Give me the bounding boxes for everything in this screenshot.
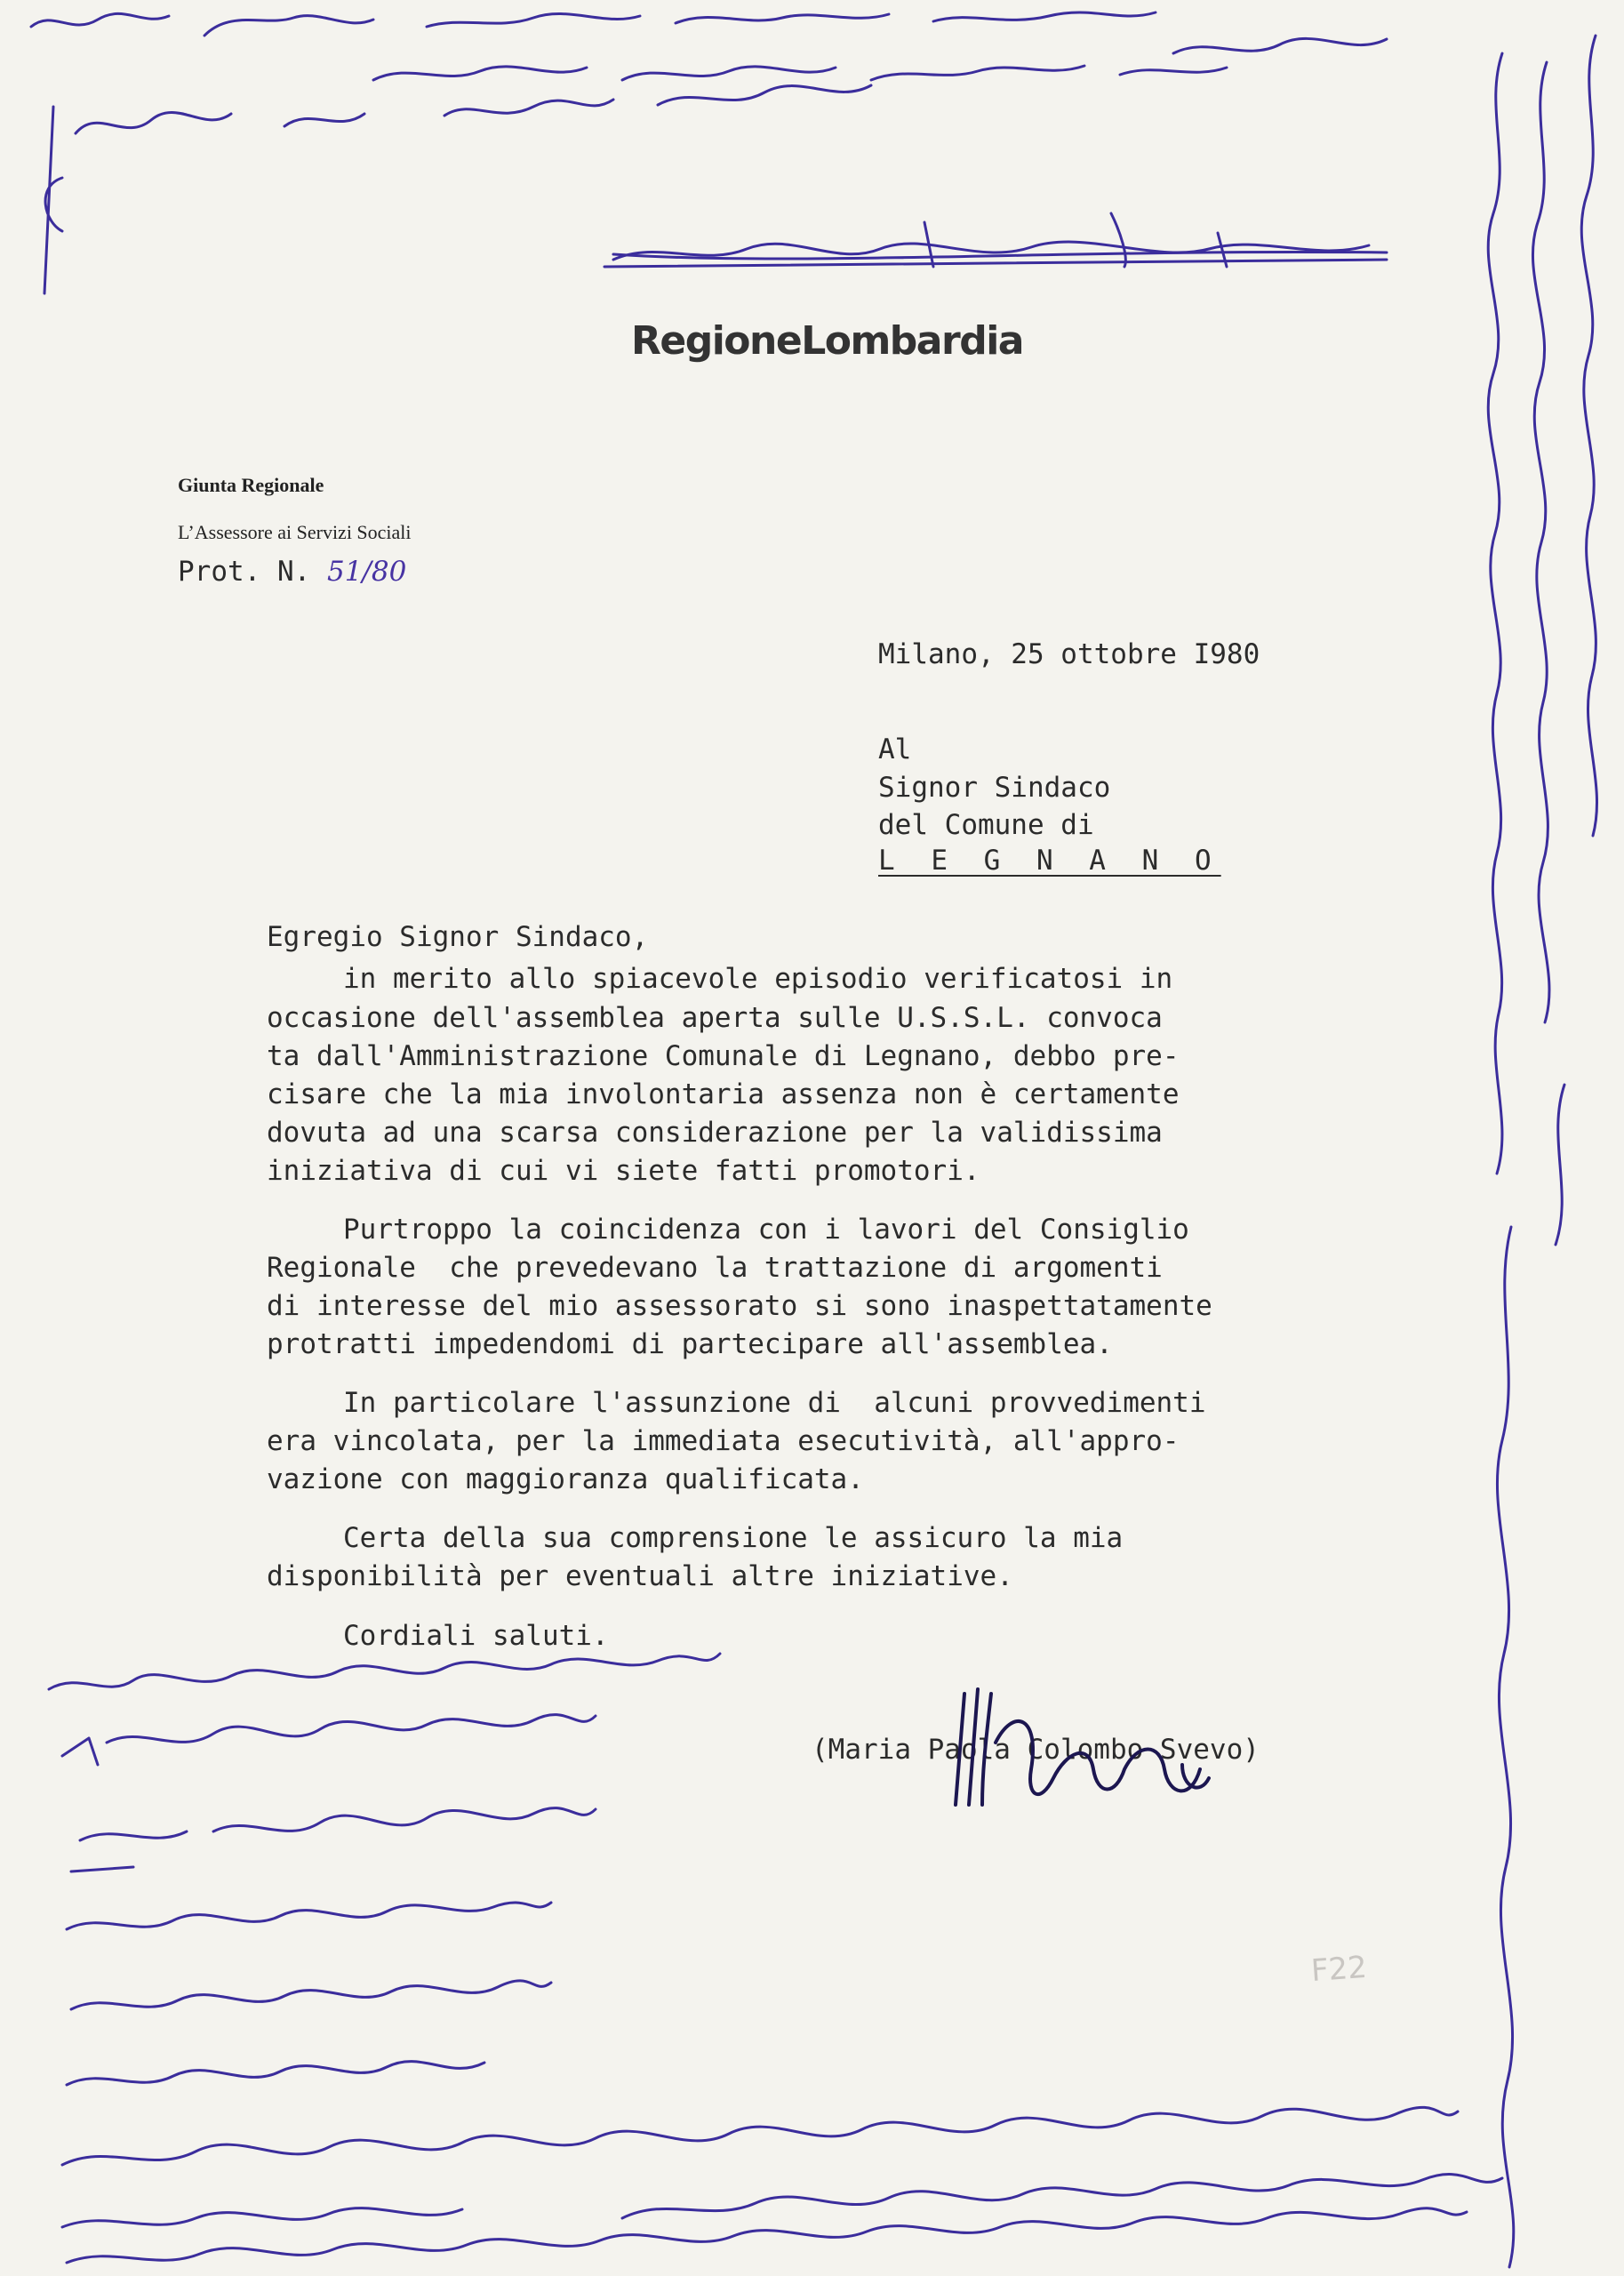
- right-margin-handwriting: [1488, 36, 1596, 2267]
- protocol-label: Prot. N.: [178, 556, 311, 588]
- regione-lombardia-logo: RegioneLombardia: [631, 318, 1023, 364]
- body-line: in merito allo spiacevole episodio verificatosi in: [343, 963, 1173, 995]
- bottom-handwriting: [49, 1654, 1502, 2263]
- recipient-line-3: del Comune di: [878, 809, 1094, 841]
- assessore-label: L’Assessore ai Servizi Sociali: [178, 521, 412, 543]
- body-line: era vincolata, per la immediata esecutività, all'appro-: [267, 1425, 1180, 1457]
- signature-scribble: [956, 1689, 1209, 1805]
- giunta-regionale-label: Giunta Regionale: [178, 474, 324, 496]
- recipient-line-2: Signor Sindaco: [878, 772, 1111, 804]
- letter-date: Milano, 25 ottobre I980: [878, 638, 1260, 670]
- body-line: occasione dell'assemblea aperta sulle U.S.S.L. convoca: [267, 1002, 1163, 1034]
- body-line: Certa della sua comprensione le assicuro la mia: [343, 1522, 1124, 1554]
- body-line: dovuta ad una scarsa considerazione per la validissima: [267, 1117, 1163, 1149]
- body-line: protratti impedendomi di partecipare all'assemblea.: [267, 1328, 1113, 1360]
- body-line: In particolare l'assunzione di alcuni provvedimenti: [343, 1387, 1206, 1419]
- body-line: Purtroppo la coincidenza con i lavori del Consiglio: [343, 1214, 1189, 1246]
- recipient-line-1: Al: [878, 733, 912, 765]
- body-line: ta dall'Amministrazione Comunale di Legnano, debbo pre-: [267, 1040, 1180, 1072]
- body-line: cisare che la mia involontaria assenza non è certamente: [267, 1078, 1180, 1110]
- salutation: Egregio Signor Sindaco,: [267, 921, 649, 953]
- closing: Cordiali saluti.: [343, 1620, 609, 1652]
- body-line: iniziativa di cui vi siete fatti promotori.: [267, 1155, 980, 1187]
- crossed-out-handwriting: [604, 213, 1387, 267]
- stamp-mark: F22: [1309, 1949, 1369, 1990]
- protocol-number: 51/80: [326, 556, 407, 588]
- body-line: Regionale che prevedevano la trattazione di argomenti: [267, 1252, 1163, 1284]
- body-line: disponibilità per eventuali altre iniziative.: [267, 1560, 1013, 1592]
- body-line: vazione con maggioranza qualificata.: [267, 1463, 864, 1495]
- signatory-name: (Maria Paola Colombo Svevo): [812, 1734, 1260, 1766]
- recipient-city: L E G N A N O: [878, 845, 1221, 877]
- body-line: di interesse del mio assessorato si sono inaspettatamente: [267, 1290, 1212, 1322]
